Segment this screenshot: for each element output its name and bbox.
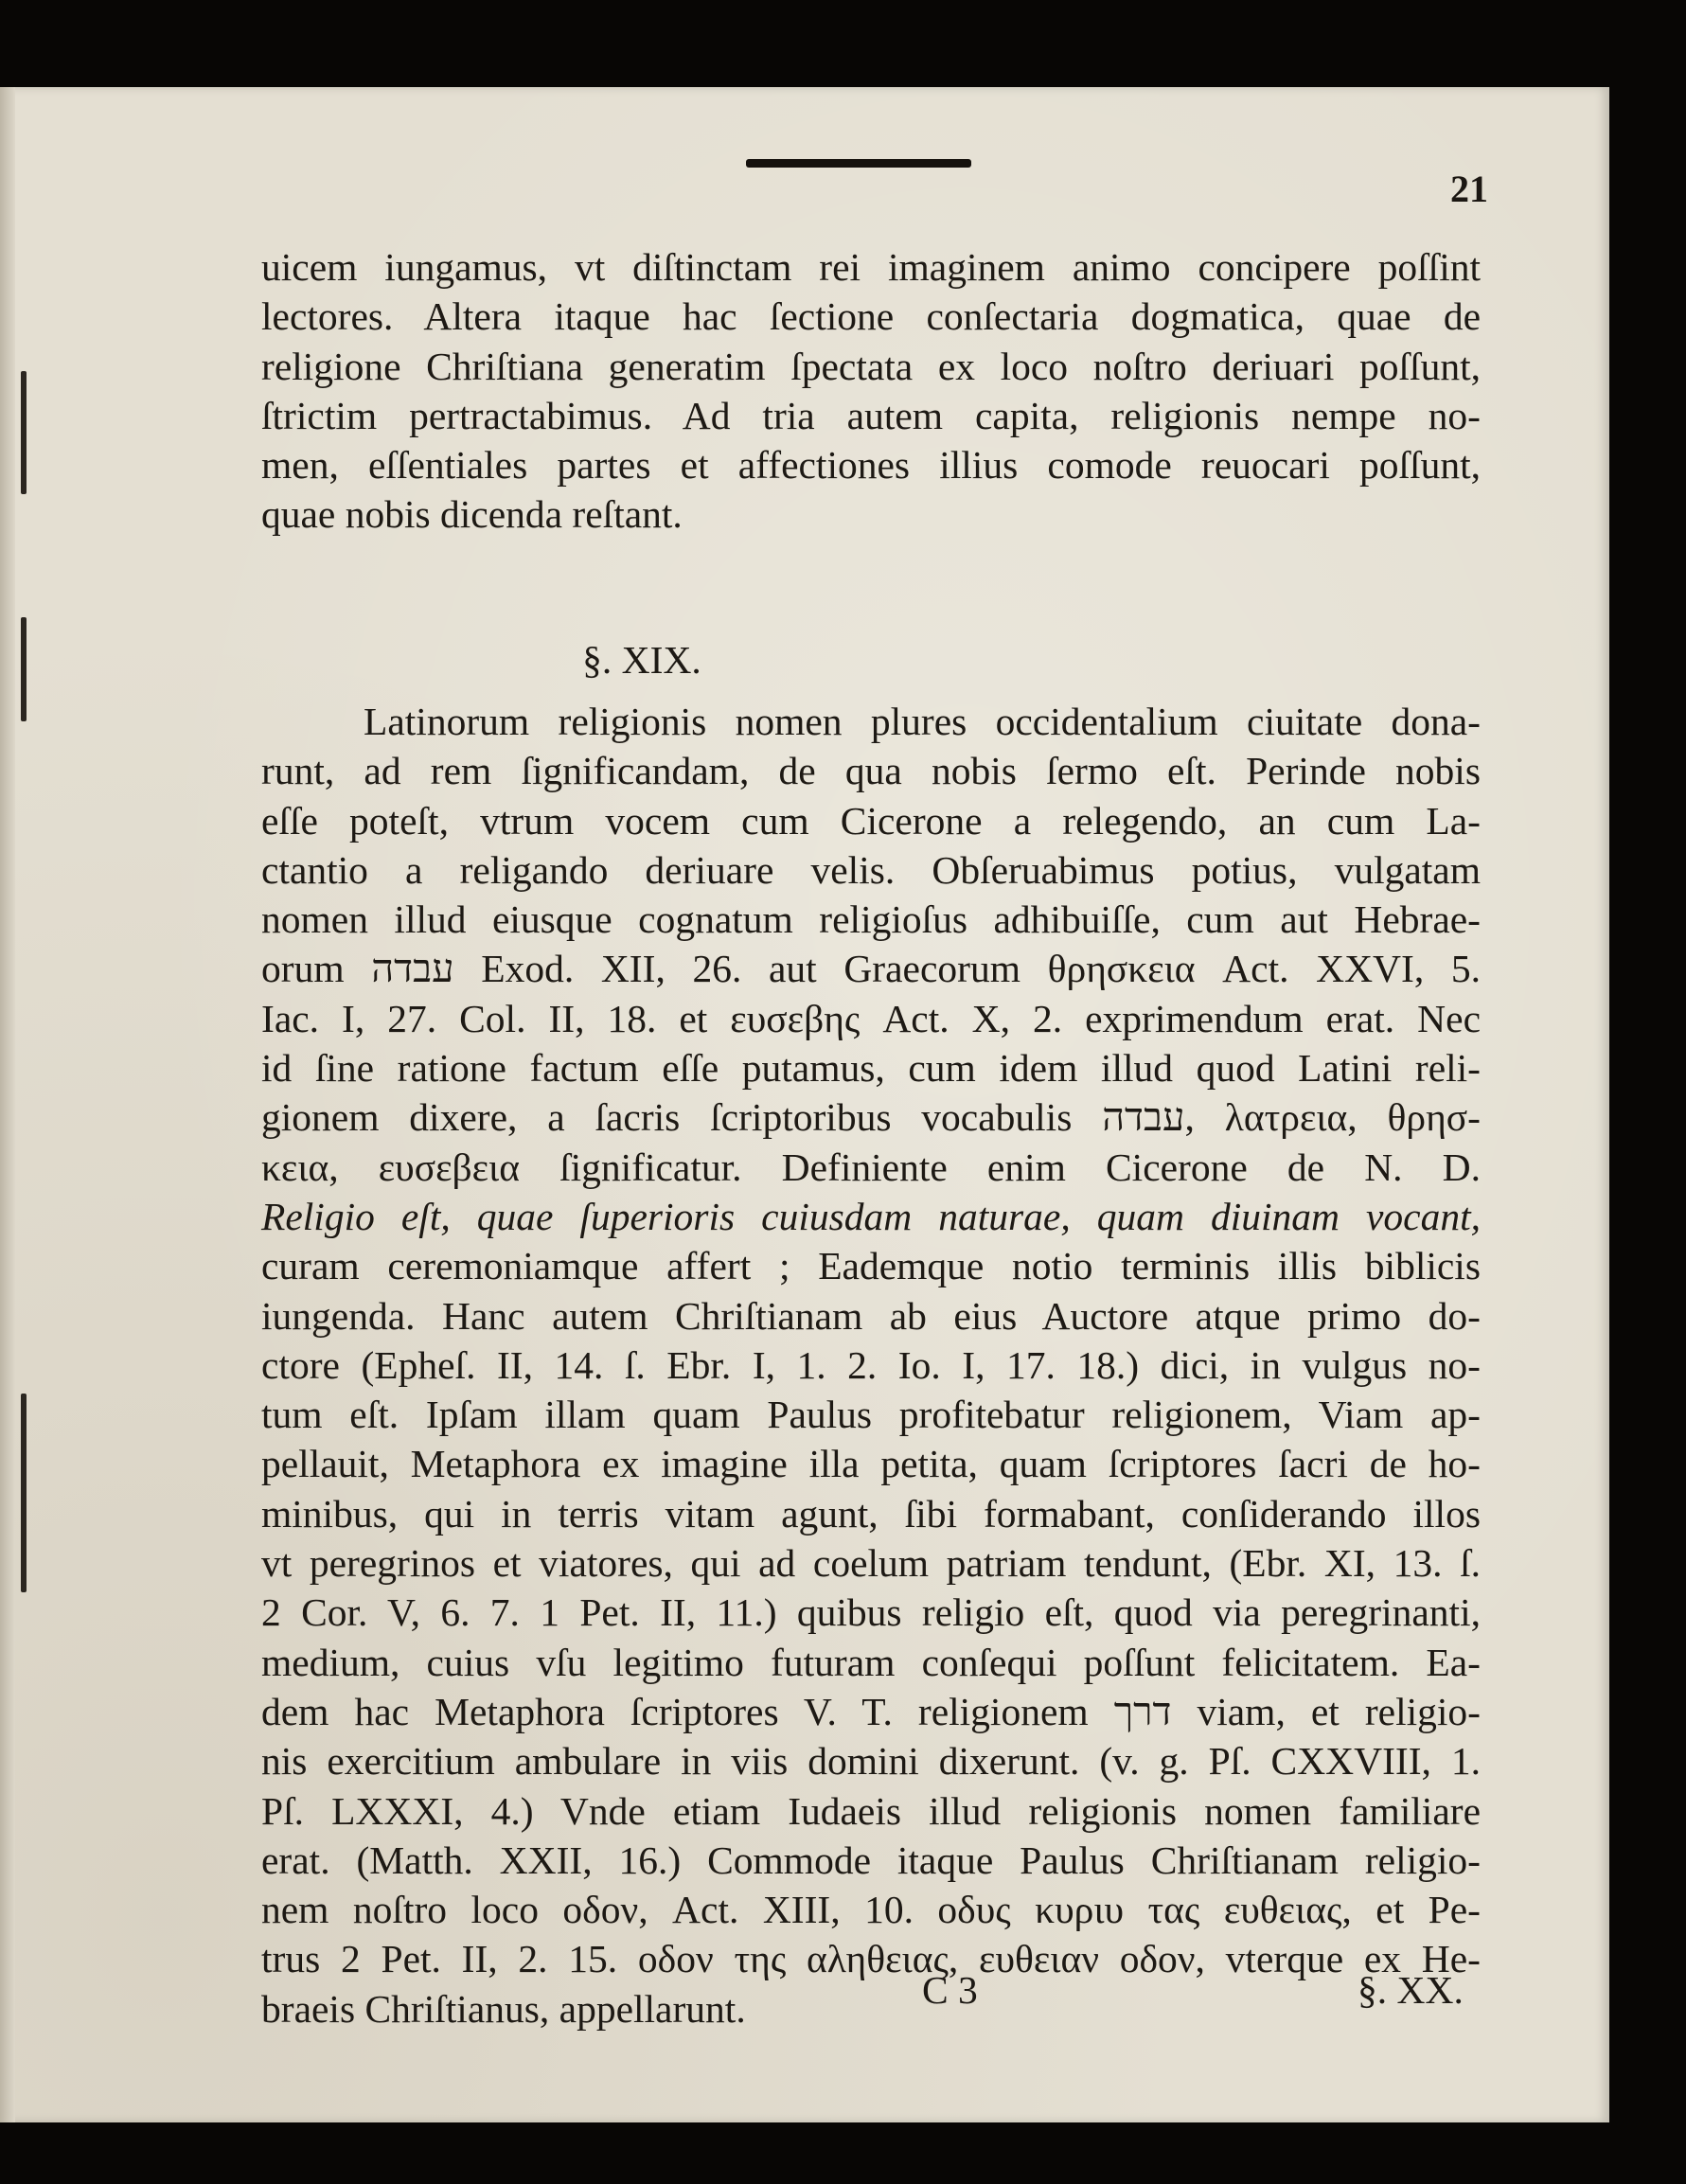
header-rule	[746, 159, 971, 168]
text-line: religione Chriſtiana generatim ſpectata ex loco noſtro deriuari poſſunt,	[261, 344, 1481, 388]
text-line: nem noſtro loco οδον, Act. XIII, 10. οδυς κυριυ τας ευθειας, et Pe-	[261, 1888, 1481, 1932]
section-heading	[0, 637, 1609, 683]
text-line: vt peregrinos et viatores, qui ad coelum patriam tendunt, (Ebr. XI, 13. ſ.	[261, 1541, 1481, 1586]
text-line: ſtrictim pertractabimus. Ad tria autem capita, religionis nempe no-	[261, 393, 1481, 437]
text-line: runt, ad rem ſignificandam, de qua nobis ſermo eſt. Perinde nobis	[261, 749, 1481, 793]
catchword: §. XX.	[1358, 1968, 1464, 2012]
text-line: lectores. Altera itaque hac ſectione conſectaria dogmatica, quae de	[261, 294, 1481, 339]
text-line: Iac. I, 27. Col. II, 18. et ευσεβης Act. X, 2. exprimendum erat. Nec	[261, 996, 1481, 1040]
text-line: ctore (Epheſ. II, 14. ſ. Ebr. I, 1. 2. Io. I, 17. 18.) dici, in vulgus no-	[261, 1342, 1481, 1387]
text-line: nomen illud eiusque cognatum religioſus adhibuiſſe, cum aut Hebrae-	[261, 897, 1481, 942]
text-line: κεια, ευσεβεια ſignificatur. Definiente enim Cicerone de N. D.	[261, 1145, 1481, 1189]
text-line: tum eſt. Ipſam illam quam Paulus profitebatur religionem, Viam ap-	[261, 1393, 1481, 1437]
text-line: ctantio a religando deriuare velis. Obſeruabimus potius, vulgatam	[261, 847, 1481, 892]
text-line: curam ceremoniamque affert ; Eademque notio terminis illis biblicis	[261, 1244, 1481, 1288]
text-line: men, eſſentiales partes et affectiones illius comode reuocari poſſunt,	[261, 443, 1481, 488]
text-line: 2 Cor. V, 6. 7. 1 Pet. II, 11.) quibus religio eſt, quod via peregrinanti,	[261, 1590, 1481, 1635]
signature-mark: C 3	[922, 1968, 978, 2012]
section-body	[261, 697, 1481, 2033]
text-line: orum עבדה Exod. XII, 26. aut Graecorum θρησκεια Act. XXVI, 5.	[261, 947, 1481, 991]
text-line: Latinorum religionis nomen plures occidentalium ciuitate dona-	[364, 700, 1481, 743]
text-line: erat. (Matth. XXII, 16.) Commode itaque Paulus Chriſtianam religio-	[261, 1838, 1481, 1882]
text-line: medium, cuius vſu legitimo futuram conſequi poſſunt felicitatem. Ea-	[261, 1640, 1481, 1684]
text-line: minibus, qui in terris vitam agunt, ſibi formabant, conſiderando illos	[261, 1491, 1481, 1536]
text-line: quae nobis dicenda reſtant.	[261, 492, 683, 537]
page-gutter	[0, 87, 15, 2122]
binding-mark	[21, 371, 27, 494]
binding-mark	[21, 1394, 27, 1592]
opening-paragraph	[261, 242, 1481, 540]
text-line: nis exercitium ambulare in viis domini dixerunt. (v. g. Pſ. CXXVIII, 1.	[261, 1739, 1481, 1784]
text-line: Religio eſt, quae ſuperioris cuiusdam naturae, quam diuinam vocant,	[261, 1194, 1481, 1238]
page-number: 21	[1450, 168, 1488, 210]
text-line: iungenda. Hanc autem Chriſtianam ab eius Auctore atque primo do-	[261, 1293, 1481, 1338]
text-line: gionem dixere, a ſacris ſcriptoribus vocabulis עבדה, λατρεια, θρησ-	[261, 1095, 1481, 1140]
text-line: uicem iungamus, vt diſtinctam rei imaginem animo concipere poſſint	[261, 245, 1481, 289]
text-line: pellauit, Metaphora ex imagine illa petita, quam ſcriptores ſacri de ho-	[261, 1442, 1481, 1486]
text-line: Pſ. LXXXI, 4.) Vnde etiam Iudaeis illud religionis nomen familiare	[261, 1788, 1481, 1833]
text-line: dem hac Metaphora ſcriptores V. T. religionem דרך viam, et religio-	[261, 1689, 1481, 1733]
text-line: id ſine ratione factum eſſe putamus, cum idem illud quod Latini reli-	[261, 1046, 1481, 1091]
text-line: braeis Chriſtianus, appellarunt.	[261, 1986, 746, 2031]
text-line: trus 2 Pet. II, 2. 15. οδον της αληθειας, ευθειαν οδον, vterque ex He-	[261, 1937, 1481, 1981]
section-heading-text: §. XIX.	[582, 638, 701, 682]
text-line: eſſe poteſt, vtrum vocem cum Cicerone a relegendo, an cum La-	[261, 798, 1481, 843]
